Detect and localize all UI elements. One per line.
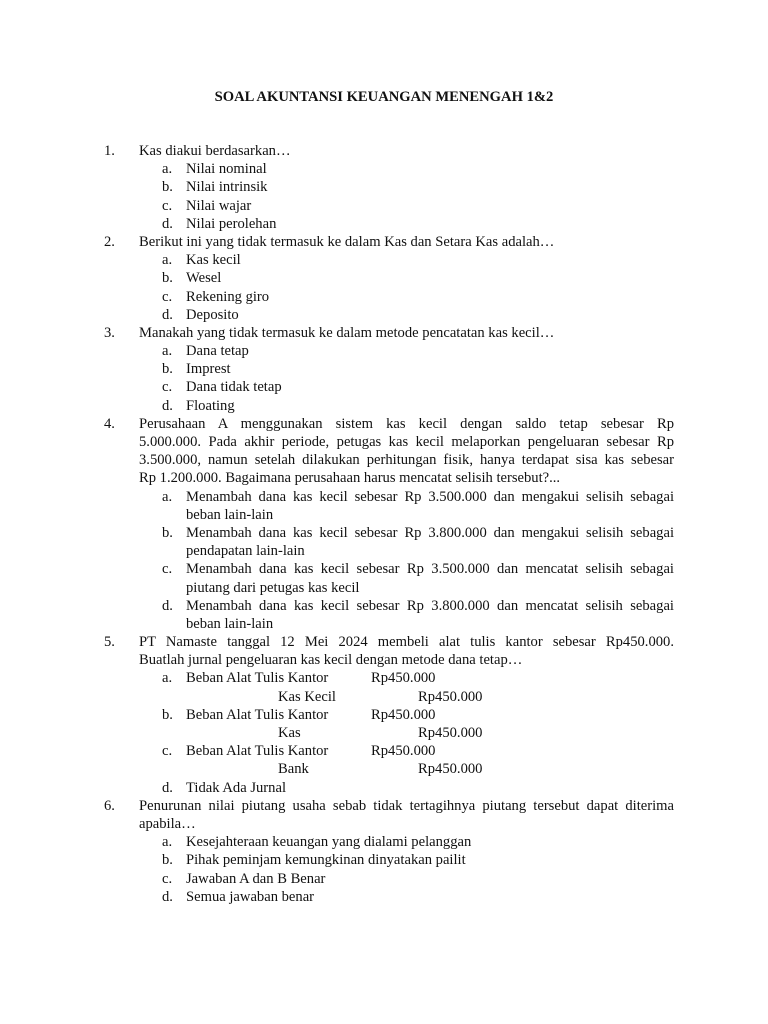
question-text: Buatlah jurnal pengeluaran kas kecil dengan metode dana tetap…	[139, 652, 523, 669]
option-text: Dana tidak tetap	[186, 379, 282, 396]
question-item	[0, 324, 768, 415]
option-text: pendapatan lain-lain	[186, 543, 305, 560]
option-text: Menambah dana kas kecil sebesar Rp 3.800.000 dan mencatat selisih sebagai	[186, 597, 674, 614]
option-text: Rekening giro	[186, 288, 270, 305]
option-line	[0, 342, 768, 360]
option-letter: c.	[162, 870, 173, 887]
page-title: SOAL AKUNTANSI KEUANGAN MENENGAH 1&2	[214, 89, 554, 105]
option-text: Menambah dana kas kecil sebesar Rp 3.500.000 dan mencatat selisih sebagai	[186, 561, 674, 578]
option-line	[0, 488, 768, 506]
question-text: Rp 1.200.000. Bagaimana perusahaan harus mencatat selisih tersebut?...	[139, 470, 561, 487]
option-line	[0, 178, 768, 196]
option-text: Menambah dana kas kecil sebesar Rp 3.800.000 dan mengakui selisih sebagai	[186, 524, 674, 541]
option-line	[0, 779, 768, 797]
option-line	[0, 579, 768, 597]
option-text: Imprest	[186, 361, 231, 378]
question-number: 6.	[104, 797, 115, 814]
option-letter: c.	[162, 379, 173, 396]
option-text: Wesel	[186, 270, 222, 287]
question-text: 5.000.000. Pada akhir periode, petugas kas kecil melaporkan pengeluaran sebesar Rp	[139, 434, 674, 450]
option-text: Nilai wajar	[186, 197, 252, 214]
option-line	[0, 615, 768, 633]
option-text: Nilai perolehan	[186, 215, 277, 232]
question-line	[0, 815, 768, 833]
question-text: apabila…	[139, 815, 196, 832]
journal-debit-amount: Rp450.000	[371, 706, 436, 723]
option-line	[0, 560, 768, 578]
journal-credit-account: Kas Kecil	[278, 688, 336, 705]
option-letter: a.	[162, 488, 173, 505]
question-text: Berikut ini yang tidak termasuk ke dalam Kas dan Setara Kas adalah…	[139, 233, 555, 250]
option-text: beban lain-lain	[186, 615, 274, 632]
question-line	[0, 451, 768, 469]
option-letter: b.	[162, 852, 173, 869]
option-letter: b.	[162, 361, 173, 378]
question-text: PT Namaste tanggal 12 Mei 2024 membeli alat tulis kantor sebesar Rp450.000.	[139, 634, 674, 651]
journal-credit-line	[0, 760, 768, 778]
question-line	[0, 233, 768, 251]
journal-debit-amount: Rp450.000	[371, 670, 436, 687]
option-text: beban lain-lain	[186, 506, 274, 523]
question-line	[0, 469, 768, 487]
option-line	[0, 306, 768, 324]
option-text: Kas kecil	[186, 252, 241, 269]
option-letter: b.	[162, 270, 173, 287]
option-line	[0, 597, 768, 615]
question-item	[0, 142, 768, 233]
question-text: Penurunan nilai piutang usaha sebab tidak tertagihnya piutang tersebut dapat diterima	[139, 797, 674, 814]
option-text: piutang dari petugas kas kecil	[186, 579, 360, 596]
option-letter: c.	[162, 197, 173, 214]
option-line	[0, 833, 768, 851]
option-text: Deposito	[186, 306, 239, 323]
option-text: Menambah dana kas kecil sebesar Rp 3.500.000 dan mengakui selisih sebagai	[186, 488, 674, 505]
option-text: Dana tetap	[186, 343, 249, 360]
journal-credit-account: Bank	[278, 761, 309, 778]
journal-debit-line	[0, 669, 768, 687]
journal-debit-account: Beban Alat Tulis Kantor	[186, 670, 329, 687]
journal-debit-line	[0, 742, 768, 760]
option-line	[0, 397, 768, 415]
question-text: Perusahaan A menggunakan sistem kas kecil dengan saldo tetap sebesar Rp	[139, 415, 674, 432]
option-line	[0, 524, 768, 542]
option-line	[0, 251, 768, 269]
question-number: 4.	[104, 415, 115, 432]
journal-credit-line	[0, 688, 768, 706]
option-letter: d.	[162, 888, 173, 905]
option-letter: c.	[162, 743, 173, 760]
journal-credit-amount: Rp450.000	[418, 725, 483, 741]
option-text: Semua jawaban benar	[186, 888, 315, 905]
question-item	[0, 233, 768, 324]
question-text: 3.500.000, namun setelah dilakukan perhitungan fisik, hanya terdapat sisa kas sebesar	[139, 452, 674, 469]
option-line	[0, 160, 768, 178]
option-letter: a.	[162, 161, 173, 178]
option-letter: a.	[162, 343, 173, 360]
option-letter: d.	[162, 306, 173, 323]
option-letter: b.	[162, 524, 173, 541]
option-line	[0, 378, 768, 396]
option-letter: a.	[162, 834, 173, 851]
journal-debit-amount: Rp450.000	[371, 743, 436, 760]
question-number: 1.	[104, 143, 115, 159]
question-line	[0, 324, 768, 342]
question-line	[0, 415, 768, 433]
question-text: Manakah yang tidak termasuk ke dalam metode pencatatan kas kecil…	[139, 324, 555, 341]
question-line	[0, 633, 768, 651]
option-letter: c.	[162, 561, 173, 578]
journal-credit-account: Kas	[278, 725, 301, 741]
journal-credit-amount: Rp450.000	[418, 761, 483, 778]
option-line	[0, 215, 768, 233]
question-item	[0, 633, 768, 797]
option-line	[0, 888, 768, 906]
option-letter: a.	[162, 670, 173, 687]
question-number: 5.	[104, 634, 115, 651]
option-letter: d.	[162, 779, 173, 796]
option-text: Pihak peminjam kemungkinan dinyatakan pailit	[186, 852, 466, 869]
option-text: Nilai nominal	[186, 161, 267, 178]
option-line	[0, 360, 768, 378]
question-item	[0, 797, 768, 906]
question-line	[0, 651, 768, 669]
option-text: Floating	[186, 397, 235, 414]
question-line	[0, 433, 768, 451]
question-line	[0, 142, 768, 160]
option-line	[0, 542, 768, 560]
option-letter: d.	[162, 397, 173, 414]
question-list	[0, 142, 768, 906]
journal-credit-amount: Rp450.000	[418, 688, 483, 705]
option-text: Tidak Ada Jurnal	[186, 779, 286, 796]
option-line	[0, 506, 768, 524]
option-line	[0, 288, 768, 306]
option-letter: a.	[162, 252, 173, 269]
option-text: Jawaban A dan B Benar	[186, 870, 326, 887]
question-text: Kas diakui berdasarkan…	[139, 143, 291, 159]
option-line	[0, 197, 768, 215]
journal-debit-line	[0, 706, 768, 724]
journal-debit-account: Beban Alat Tulis Kantor	[186, 743, 329, 760]
journal-debit-account: Beban Alat Tulis Kantor	[186, 706, 329, 723]
option-line	[0, 870, 768, 888]
question-line	[0, 797, 768, 815]
question-number: 2.	[104, 233, 115, 250]
question-item	[0, 415, 768, 633]
option-letter: b.	[162, 706, 173, 723]
option-text: Nilai intrinsik	[186, 179, 268, 196]
option-letter: c.	[162, 288, 173, 305]
option-text: Kesejahteraan keuangan yang dialami pelanggan	[186, 834, 472, 851]
journal-credit-line	[0, 724, 768, 742]
option-letter: b.	[162, 179, 173, 196]
question-number: 3.	[104, 324, 115, 341]
option-line	[0, 851, 768, 869]
option-letter: d.	[162, 215, 173, 232]
option-letter: d.	[162, 597, 173, 614]
option-line	[0, 269, 768, 287]
